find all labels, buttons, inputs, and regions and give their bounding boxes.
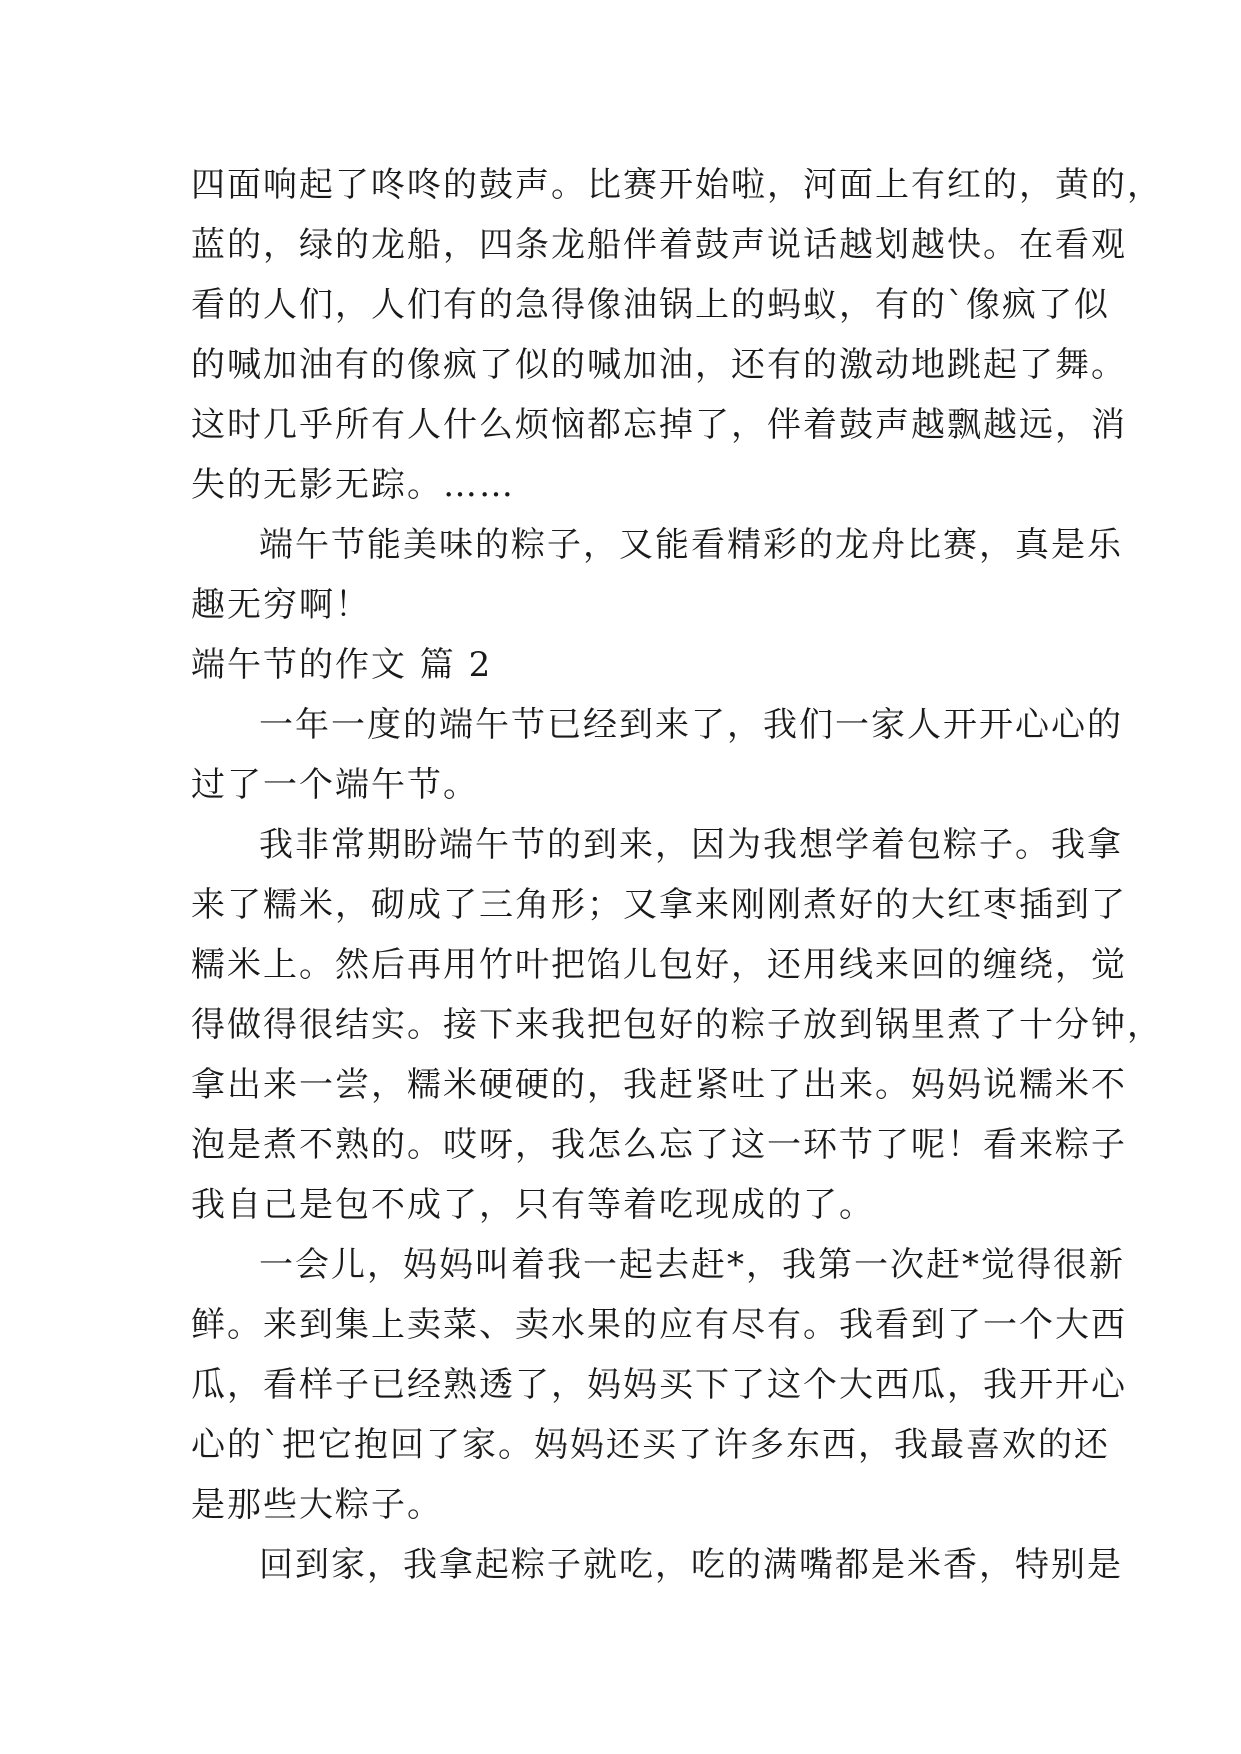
- section-heading: 端午节的作文 篇 2: [191, 645, 493, 685]
- paragraph: [191, 155, 1163, 515]
- text-line: 泡是煮不熟的。哎呀，我怎么忘了这一环节了呢！看来粽子: [191, 1125, 1127, 1165]
- text-line: 一会儿，妈妈叫着我一起去赶*，我第一次赶*觉得很新: [259, 1245, 1125, 1285]
- text-line: 我非常期盼端午节的到来，因为我想学着包粽子。我拿: [259, 825, 1123, 865]
- document-body: [191, 155, 1163, 1595]
- text-line: 端午节能美味的粽子，又能看精彩的龙舟比赛，真是乐: [259, 525, 1123, 565]
- text-line: 得做得很结实。接下来我把包好的粽子放到锅里煮了十分钟，: [191, 1005, 1163, 1045]
- text-line: 趣无穷啊！: [191, 585, 371, 625]
- text-line: 拿出来一尝，糯米硬硬的，我赶紧吐了出来。妈妈说糯米不: [191, 1065, 1127, 1105]
- text-line: 我自己是包不成了，只有等着吃现成的了。: [191, 1185, 875, 1225]
- paragraph: [191, 1235, 1127, 1535]
- text-line: 四面响起了咚咚的鼓声。比赛开始啦，河面上有红的，黄的，: [191, 165, 1163, 205]
- paragraph: [191, 1535, 1123, 1595]
- text-line: 一年一度的端午节已经到来了，我们一家人开开心心的: [259, 705, 1123, 745]
- text-line: 心的`把它抱回了家。妈妈还买了许多东西，我最喜欢的还: [191, 1425, 1110, 1465]
- text-line: 失的无影无踪。……: [191, 465, 515, 505]
- text-line: 这时几乎所有人什么烦恼都忘掉了，伴着鼓声越飘越远，消: [191, 405, 1127, 445]
- text-line: 的喊加油有的像疯了似的喊加油，还有的激动地跳起了舞。: [191, 345, 1127, 385]
- text-line: 来了糯米，砌成了三角形；又拿来刚刚煮好的大红枣插到了: [191, 885, 1127, 925]
- text-line: 回到家，我拿起粽子就吃，吃的满嘴都是米香，特别是: [259, 1545, 1123, 1585]
- paragraph: [191, 815, 1163, 1235]
- text-line: 鲜。来到集上卖菜、卖水果的应有尽有。我看到了一个大西: [191, 1305, 1127, 1345]
- paragraph: [191, 515, 1123, 635]
- paragraph: [191, 695, 1123, 815]
- text-line: 糯米上。然后再用竹叶把馅儿包好，还用线来回的缠绕，觉: [191, 945, 1127, 985]
- text-line: 蓝的，绿的龙船，四条龙船伴着鼓声说话越划越快。在看观: [191, 225, 1127, 265]
- text-line: 瓜，看样子已经熟透了，妈妈买下了这个大西瓜，我开开心: [191, 1365, 1127, 1405]
- text-line: 是那些大粽子。: [191, 1485, 443, 1525]
- text-line: 看的人们，人们有的急得像油锅上的蚂蚁，有的`像疯了似: [191, 285, 1110, 325]
- text-line: 过了一个端午节。: [191, 765, 479, 805]
